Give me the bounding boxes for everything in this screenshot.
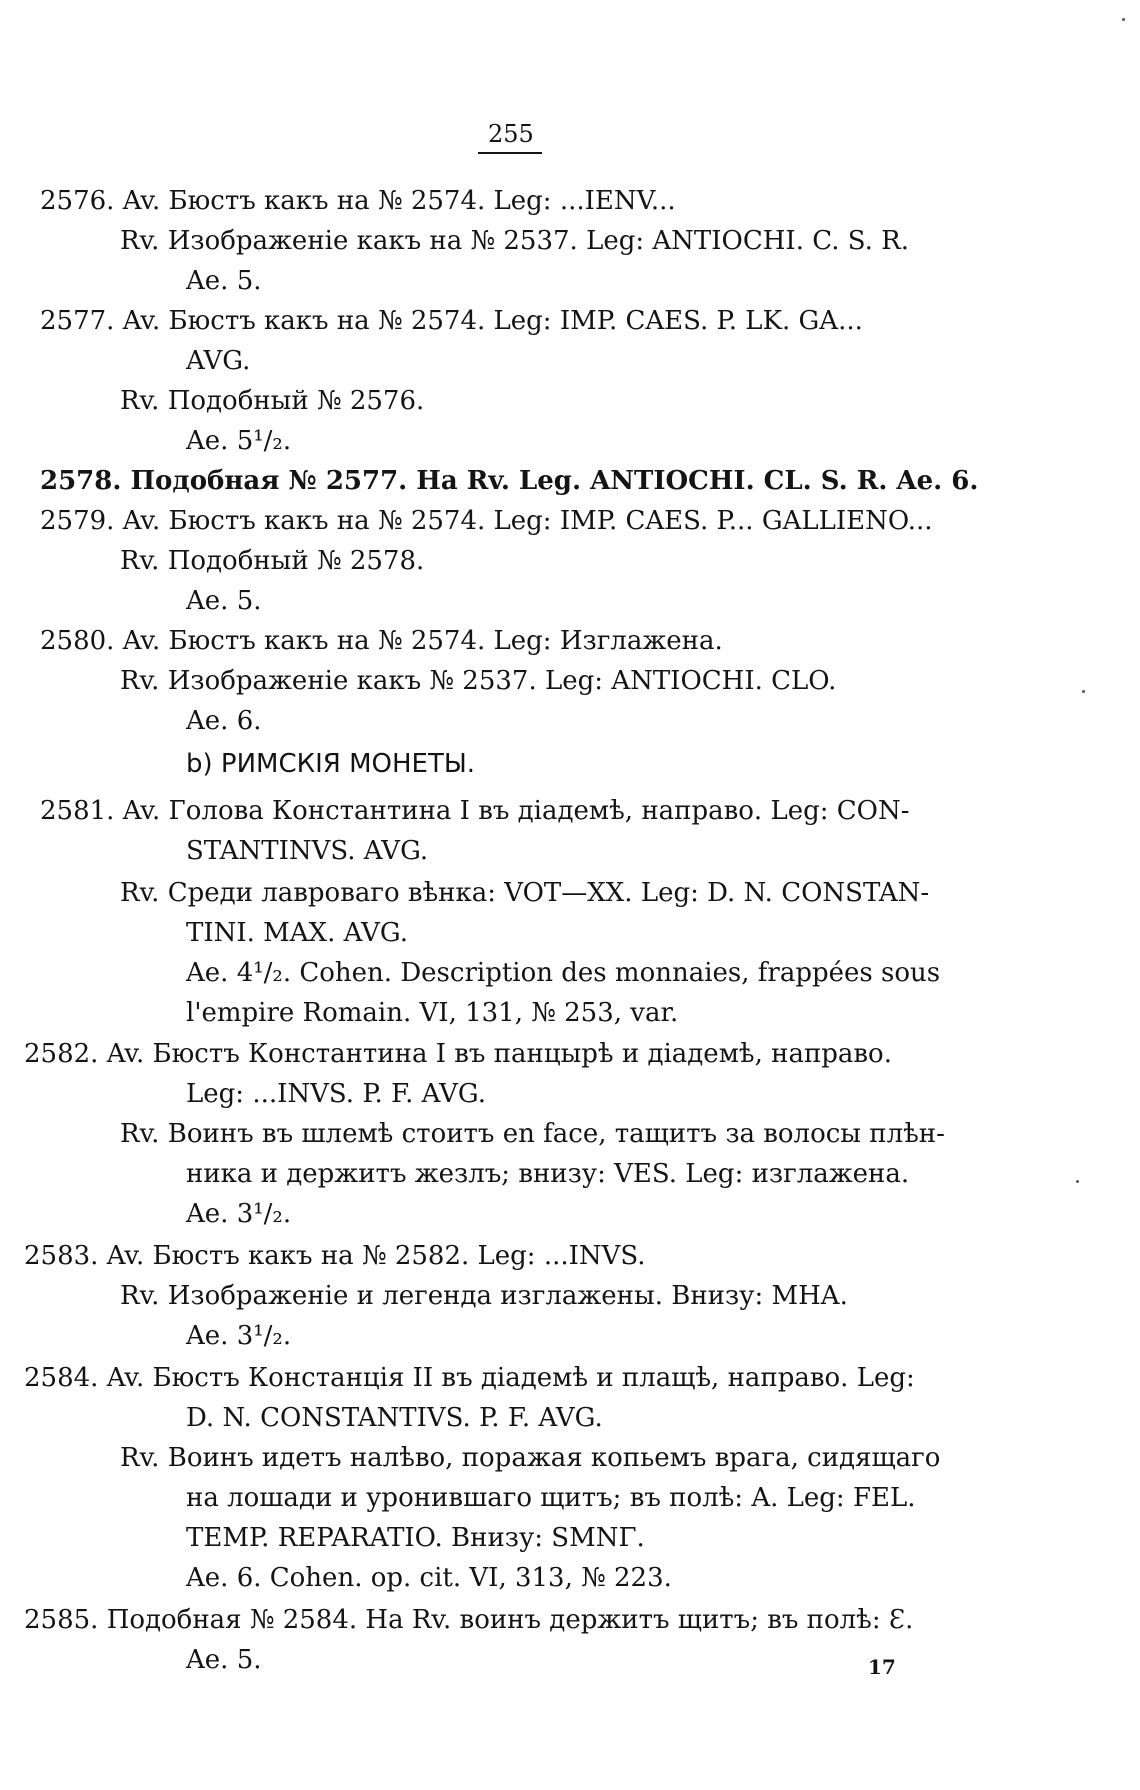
text-line: Rv. Изображеніе и легенда изглажены. Внизу: MHA. [120, 1281, 848, 1311]
text-line: Rv. Подобный № 2578. [120, 546, 425, 576]
text-line: на лошади и уронившаго щитъ; въ полѣ: A. Leg: FEL. [186, 1483, 916, 1513]
text-line: 2583. Av. Бюстъ какъ на № 2582. Leg: ...INVS. [24, 1241, 646, 1271]
page-number: 255 [488, 120, 534, 148]
text-line: Leg: ...INVS. P. F. AVG. [186, 1079, 486, 1109]
text-line: Ae. 5. [186, 1645, 262, 1675]
text-line: TINI. MAX. AVG. [186, 918, 408, 948]
text-line: 2578. Подобная № 2577. На Rv. Leg. ANTIOCHI. CL. S. R. Ae. 6. [40, 466, 979, 496]
text-line: 2584. Av. Бюстъ Констанція II въ діадемѣ и плащѣ, направо. Leg: [24, 1363, 915, 1393]
text-line: Ae. 5¹/₂. [186, 426, 292, 456]
text-line: 2579. Av. Бюстъ какъ на № 2574. Leg: IMP. CAES. P... GALLIENO... [40, 506, 933, 536]
text-line: 2580. Av. Бюстъ какъ на № 2574. Leg: Изглажена. [40, 626, 723, 656]
page-number-rule [478, 152, 542, 154]
text-line: Rv. Изображеніе какъ № 2537. Leg: ANTIOCHI. CLO. [120, 666, 837, 696]
text-line: 2581. Av. Голова Константина I въ діадемѣ, направо. Leg: CON- [40, 796, 910, 826]
speck [1122, 18, 1125, 21]
text-line: Ae. 5. [186, 586, 262, 616]
text-line: Rv. Среди лавроваго вѣнка: VOT—XX. Leg: D. N. CONSTAN- [120, 878, 930, 908]
speck [1076, 1180, 1079, 1183]
text-line: STANTINVS. AVG. [186, 836, 429, 866]
text-line: Ae. 6. Cohen. op. cit. VI, 313, № 223. [186, 1563, 672, 1593]
text-line: Ae. 3¹/₂. [186, 1321, 292, 1351]
text-line: Ae. 5. [186, 266, 262, 296]
text-line: Rv. Воинъ въ шлемѣ стоитъ en face, тащитъ за волосы плѣн- [120, 1119, 945, 1149]
text-line: TEMP. REPARATIO. Внизу: SMNΓ. [186, 1523, 645, 1553]
text-line: Ae. 6. [186, 706, 262, 736]
text-line: 2582. Av. Бюстъ Константина I въ панцырѣ и діадемѣ, направо. [24, 1039, 892, 1069]
text-line: 2585. Подобная № 2584. На Rv. воинъ держитъ щитъ; въ полѣ: Ɛ. [24, 1605, 914, 1635]
text-line: AVG. [186, 346, 251, 376]
text-line: Rv. Воинъ идетъ налѣво, поражая копьемъ врага, сидящаго [120, 1443, 941, 1473]
text-line: 2577. Av. Бюстъ какъ на № 2574. Leg: IMP. CAES. P. LK. GA... [40, 306, 863, 336]
text-line: Ae. 4¹/₂. Cohen. Description des monnaies, frappées sous [186, 958, 941, 988]
text-line: l'empire Romain. VI, 131, № 253, var. [186, 998, 679, 1028]
section-heading: b) РИМСКІЯ МОНЕТЫ. [186, 749, 476, 779]
text-line: Ae. 3¹/₂. [186, 1199, 292, 1229]
speck [1082, 690, 1085, 693]
text-line: ника и держитъ жезлъ; внизу: VES. Leg: изглажена. [186, 1159, 910, 1189]
text-line: Rv. Подобный № 2576. [120, 386, 425, 416]
text-line: Rv. Изображеніе какъ на № 2537. Leg: ANTIOCHI. C. S. R. [120, 226, 909, 256]
text-line: 2576. Av. Бюстъ какъ на № 2574. Leg: ...IENV... [40, 186, 676, 216]
signature-mark: 17 [868, 1655, 896, 1679]
text-line: D. N. CONSTANTIVS. P. F. AVG. [186, 1403, 603, 1433]
